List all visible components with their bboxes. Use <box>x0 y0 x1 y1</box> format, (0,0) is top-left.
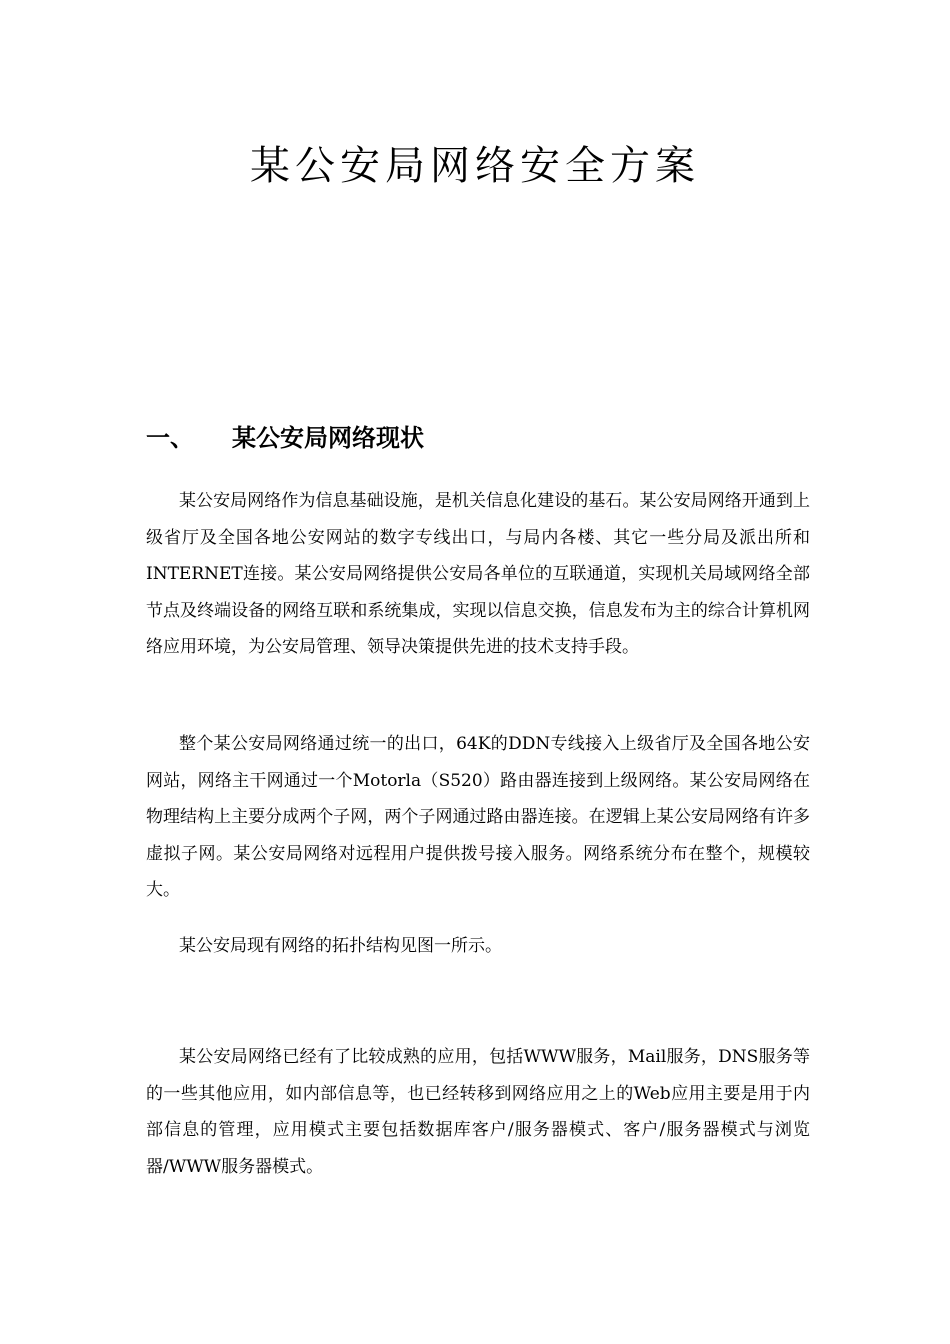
section-number: 一、 <box>146 424 194 452</box>
paragraph-network-applications: 某公安局网络已经有了比较成熟的应用，包括WWW服务，Mail服务，DNS服务等的一些其他应用，如内部信息等，也已经转移到网络应用之上的Web应用主要是用于内部信息的管理，应用模式主要包括数据库客户/服务器模式、客户/服务器模式与浏览器/WWW服务器模式。 <box>146 1047 810 1177</box>
paragraph-topology-reference: 某公安局现有网络的拓扑结构见图一所示。 <box>179 936 502 956</box>
paragraph-network-overview: 某公安局网络作为信息基础设施，是机关信息化建设的基石。某公安局网络开通到上级省厅及全国各地公安网站的数字专线出口，与局内各楼、其它一些分局及派出所和INTERNET连接。某公安局网络提供公安局各单位的互联通道，实现机关局域网络全部节点及终端设备的网络互联和系统集成，实现以信息交换，信息发布为主的综合计算机网络应用环境，为公安局管理、领导决策提供先进的技术支持手段。 <box>146 491 810 657</box>
section-title: 某公安局网络现状 <box>232 424 424 452</box>
section-heading <box>146 418 424 458</box>
paragraph-network-structure: 整个某公安局网络通过统一的出口，64K的DDN专线接入上级省厅及全国各地公安网站，网络主干网通过一个Motorla（S520）路由器连接到上级网络。某公安局网络在物理结构上主要分成两个子网，两个子网通过路由器连接。在逻辑上某公安局网络有许多虚拟子网。某公安局网络对远程用户提供拨号接入服务。网络系统分布在整个，规模较大。 <box>146 734 810 900</box>
document-title: 某公安局网络安全方案 <box>250 143 700 189</box>
